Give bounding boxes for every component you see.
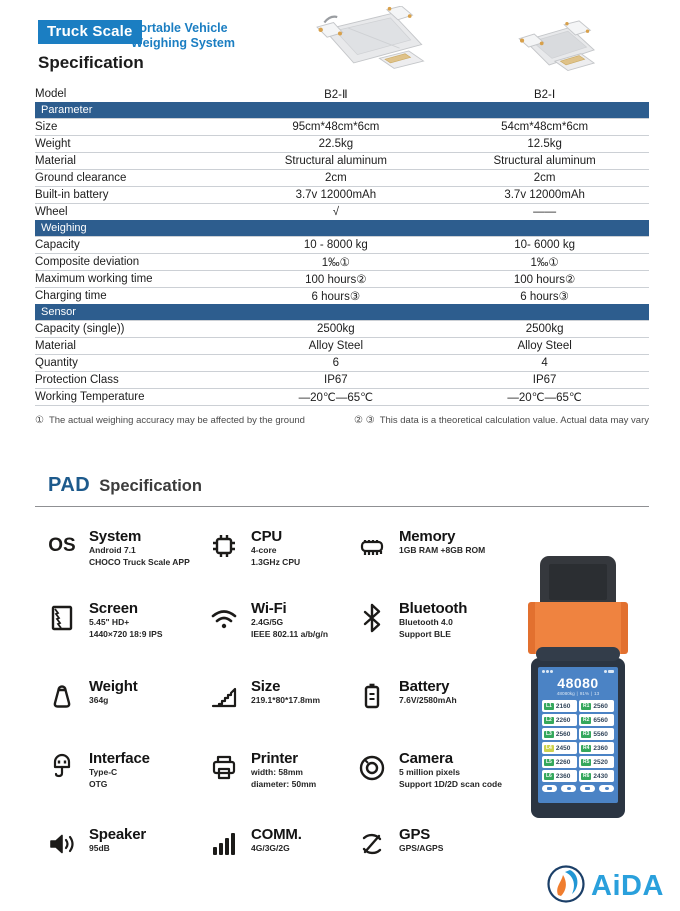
pad-item-title: Speaker xyxy=(89,826,146,843)
section-bar-weighing xyxy=(35,220,649,236)
row-value-2: 2500kg xyxy=(440,320,649,337)
pad-item-line: diameter: 50mm xyxy=(251,778,317,789)
pad-title-accent: PAD xyxy=(48,474,91,496)
device-body xyxy=(531,658,625,818)
pad-item-system xyxy=(46,528,208,600)
subtitle-line1: Portable Vehicle xyxy=(131,21,228,35)
pad-item-line: OTG xyxy=(89,778,108,789)
pad-item-title: Wi-Fi xyxy=(251,600,287,617)
pad-item-title: Bluetooth xyxy=(399,600,468,617)
pad-item-line: Support 1D/2D scan code xyxy=(399,778,502,789)
screen-icon xyxy=(46,602,78,634)
footnotes xyxy=(35,415,649,426)
pad-item-title: Camera xyxy=(399,750,453,767)
pad-item-bluetooth xyxy=(356,600,538,678)
pad-item-camera xyxy=(356,750,538,826)
row-value-2: 100 hours② xyxy=(440,270,649,287)
reading-cell: L5 2260 xyxy=(542,756,577,768)
pad-item-memory xyxy=(356,528,538,600)
pad-item-title: Printer xyxy=(251,750,298,767)
screen-button xyxy=(599,785,614,792)
screen-button xyxy=(542,785,557,792)
section-bar-sensor xyxy=(35,304,649,320)
pad-item-line: CHOCO Truck Scale APP xyxy=(89,556,190,567)
table-row xyxy=(35,388,649,405)
product-image-b2-2 xyxy=(292,6,432,89)
table-row xyxy=(35,354,649,371)
pad-item-title: GPS xyxy=(399,826,431,843)
pad-item-line: Android 7.1 xyxy=(89,545,136,556)
model-b2-2: B2-Ⅱ xyxy=(324,88,348,101)
pad-item-line: Support BLE xyxy=(399,628,451,639)
gps-icon xyxy=(356,828,388,860)
pad-item-title: Memory xyxy=(399,528,456,545)
row-label: Ground clearance xyxy=(35,169,231,186)
usb-plug-icon xyxy=(46,752,78,784)
pad-item-line: 1440×720 18:9 IPS xyxy=(89,628,163,639)
footnote-1-text: The actual weighing accuracy may be affected by the ground xyxy=(48,415,305,426)
row-value-2: 12.5kg xyxy=(440,135,649,152)
weight-icon xyxy=(46,680,78,712)
aida-logo-icon xyxy=(546,864,586,909)
bluetooth-icon xyxy=(356,602,388,634)
row-label: Capacity xyxy=(35,236,231,253)
pad-item-title: Size xyxy=(251,678,281,695)
pad-item-line: 1.3GHz CPU xyxy=(251,556,301,567)
pad-item-size xyxy=(208,678,356,750)
row-label: Composite deviation xyxy=(35,253,231,270)
reading-cell: R5 2520 xyxy=(579,756,614,768)
footnote-2 xyxy=(354,415,649,426)
row-value-1: 10 - 8000 kg xyxy=(231,236,440,253)
signal-bars-icon xyxy=(208,828,240,860)
pad-item-title: Battery xyxy=(399,678,450,695)
row-value-1: 6 xyxy=(231,354,440,371)
device-paper-slot xyxy=(536,647,620,661)
page-title: Specification xyxy=(38,53,144,72)
table-row xyxy=(35,152,649,169)
pad-item-printer xyxy=(208,750,356,826)
camera-lens-icon xyxy=(356,752,388,784)
reading-cell: L6 2360 xyxy=(542,770,577,782)
row-label: Size xyxy=(35,118,231,135)
pad-section-title xyxy=(48,474,202,497)
screen-button-row xyxy=(538,785,618,792)
screen-total-weight: 48080 xyxy=(557,675,599,691)
pad-item-line: 95dB xyxy=(89,843,110,854)
table-row xyxy=(35,236,649,253)
row-value-2: IP67 xyxy=(440,371,649,388)
section-bar-sensor-label: Sensor xyxy=(35,304,649,320)
row-value-2: Alloy Steel xyxy=(440,337,649,354)
row-value-1: 6 hours③ xyxy=(231,287,440,304)
table-row xyxy=(35,337,649,354)
reading-cell: L4 2450 xyxy=(542,742,577,754)
row-value-1: 100 hours② xyxy=(231,270,440,287)
table-row xyxy=(35,287,649,304)
table-row xyxy=(35,186,649,203)
reading-cell: L2 2260 xyxy=(542,714,577,726)
pad-item-cpu xyxy=(208,528,356,600)
row-value-1: Alloy Steel xyxy=(231,337,440,354)
device-top-cap xyxy=(540,556,616,604)
row-value-1: —20℃—65℃ xyxy=(231,388,440,405)
pad-item-line: 7.6V/2580mAh xyxy=(399,695,457,706)
row-value-2: 10- 6000 kg xyxy=(440,236,649,253)
footnote-1 xyxy=(35,415,305,426)
wifi-icon xyxy=(208,602,240,634)
pad-item-line: 364g xyxy=(89,695,109,706)
product-subtitle xyxy=(131,21,235,51)
row-label: Quantity xyxy=(35,354,231,371)
row-value-1: 2500kg xyxy=(231,320,440,337)
model-label: Model xyxy=(35,87,67,100)
pad-item-line: 2.4G/5G xyxy=(251,617,284,628)
pad-spec-grid xyxy=(46,528,538,890)
row-value-2: 1‰① xyxy=(440,253,649,270)
row-label: Capacity (single)) xyxy=(35,320,231,337)
table-row xyxy=(35,118,649,135)
table-row xyxy=(35,320,649,337)
battery-icon xyxy=(356,680,388,712)
pad-item-line: IEEE 802.11 a/b/g/n xyxy=(251,628,329,639)
row-value-1: 2cm xyxy=(231,169,440,186)
screen-button xyxy=(561,785,576,792)
row-label: Weight xyxy=(35,135,231,152)
row-value-2: 54cm*48cm*6cm xyxy=(440,118,649,135)
reading-cell: R1 2560 xyxy=(579,700,614,712)
table-row xyxy=(35,203,649,220)
spec-table xyxy=(35,85,649,406)
pad-item-title: Weight xyxy=(89,678,138,695)
pad-title-rest: Specification xyxy=(99,477,202,495)
pad-item-line: GPS/AGPS xyxy=(399,843,444,854)
pda-device-image xyxy=(528,556,628,818)
row-value-1: 1‰① xyxy=(231,253,440,270)
row-value-2: 4 xyxy=(440,354,649,371)
pad-item-line: width: 58mm xyxy=(251,767,303,778)
pad-item-line: Bluetooth 4.0 xyxy=(399,617,453,628)
row-label: Protection Class xyxy=(35,371,231,388)
row-value-1: 22.5kg xyxy=(231,135,440,152)
table-row xyxy=(35,270,649,287)
row-value-2: —— xyxy=(440,203,649,220)
subtitle-line2: Weighing System xyxy=(131,35,235,50)
pad-item-line: 5 million pixels xyxy=(399,767,460,778)
row-value-1: 3.7v 12000mAh xyxy=(231,186,440,203)
model-b2-1: B2-Ⅰ xyxy=(533,88,556,101)
table-row xyxy=(35,253,649,270)
screen-button xyxy=(580,785,595,792)
brand-box: Truck Scale xyxy=(38,20,142,44)
pad-item-title: COMM. xyxy=(251,826,302,843)
row-label: Material xyxy=(35,337,231,354)
screen-status-bar xyxy=(538,667,618,674)
product-image-b2-1 xyxy=(500,20,618,83)
footnote-2-text: This data is a theoretical calculation value. Actual data may vary xyxy=(379,415,649,426)
pad-divider xyxy=(35,506,649,507)
pad-item-battery xyxy=(356,678,538,750)
device-screen xyxy=(538,667,618,803)
pad-item-line: 219.1*80*17.8mm xyxy=(251,695,321,706)
pad-item-line: 4G/3G/2G xyxy=(251,843,290,854)
reading-cell: R2 6560 xyxy=(579,714,614,726)
size-ruler-icon xyxy=(208,680,240,712)
reading-cell: R4 2360 xyxy=(579,742,614,754)
row-value-1: IP67 xyxy=(231,371,440,388)
pad-item-line: 1GB RAM +8GB ROM xyxy=(399,545,486,556)
section-bar-parameter xyxy=(35,102,649,118)
cpu-icon xyxy=(208,530,240,562)
reading-cell: R3 5560 xyxy=(579,728,614,740)
pad-item-wifi xyxy=(208,600,356,678)
aida-logo-text: AiDA xyxy=(591,870,664,902)
row-label: Working Temperature xyxy=(35,388,231,405)
pad-item-interface xyxy=(46,750,208,826)
pad-item-line: Type-C xyxy=(89,767,118,778)
row-label: Material xyxy=(35,152,231,169)
row-value-2: —20℃—65℃ xyxy=(440,388,649,405)
pad-item-speaker xyxy=(46,826,208,890)
row-value-2: 3.7v 12000mAh xyxy=(440,186,649,203)
reading-cell: L3 2560 xyxy=(542,728,577,740)
row-value-1: √ xyxy=(231,203,440,220)
row-label: Charging time xyxy=(35,287,231,304)
table-row xyxy=(35,135,649,152)
row-label: Wheel xyxy=(35,203,231,220)
pad-item-gps xyxy=(356,826,538,890)
pad-item-line: 5.45" HD+ xyxy=(89,617,130,628)
table-row xyxy=(35,371,649,388)
pad-item-title: Screen xyxy=(89,600,138,617)
row-value-2: Structural aluminum xyxy=(440,152,649,169)
row-label: Built-in battery xyxy=(35,186,231,203)
footnote-1-mark: ① xyxy=(35,415,44,426)
pad-item-comm xyxy=(208,826,356,890)
model-row xyxy=(35,85,649,102)
footnote-2-mark: ② ③ xyxy=(353,415,375,426)
section-bar-parameter-label: Parameter xyxy=(35,102,649,118)
memory-chip-icon xyxy=(356,530,388,562)
printer-icon xyxy=(208,752,240,784)
reading-cell: L1 2160 xyxy=(542,700,577,712)
aida-logo xyxy=(546,864,664,909)
row-value-2: 6 hours③ xyxy=(440,287,649,304)
reading-cell: R6 2430 xyxy=(579,770,614,782)
pad-item-weight xyxy=(46,678,208,750)
row-label: Maximum working time xyxy=(35,270,231,287)
table-row xyxy=(35,169,649,186)
pad-item-title: Interface xyxy=(89,750,150,767)
section-bar-weighing-label: Weighing xyxy=(35,220,649,236)
pad-item-title: CPU xyxy=(251,528,283,545)
row-value-1: 95cm*48cm*6cm xyxy=(231,118,440,135)
os-icon: OS xyxy=(48,535,76,556)
pad-item-screen xyxy=(46,600,208,678)
pad-item-line: 4-core xyxy=(251,545,277,556)
row-value-2: 2cm xyxy=(440,169,649,186)
screen-readings-grid xyxy=(542,700,614,782)
speaker-icon xyxy=(46,828,78,860)
screen-sub-readout: 48080kg ∣ 91% ∣ 13 xyxy=(556,692,600,697)
pad-item-title: System xyxy=(89,528,142,545)
row-value-1: Structural aluminum xyxy=(231,152,440,169)
